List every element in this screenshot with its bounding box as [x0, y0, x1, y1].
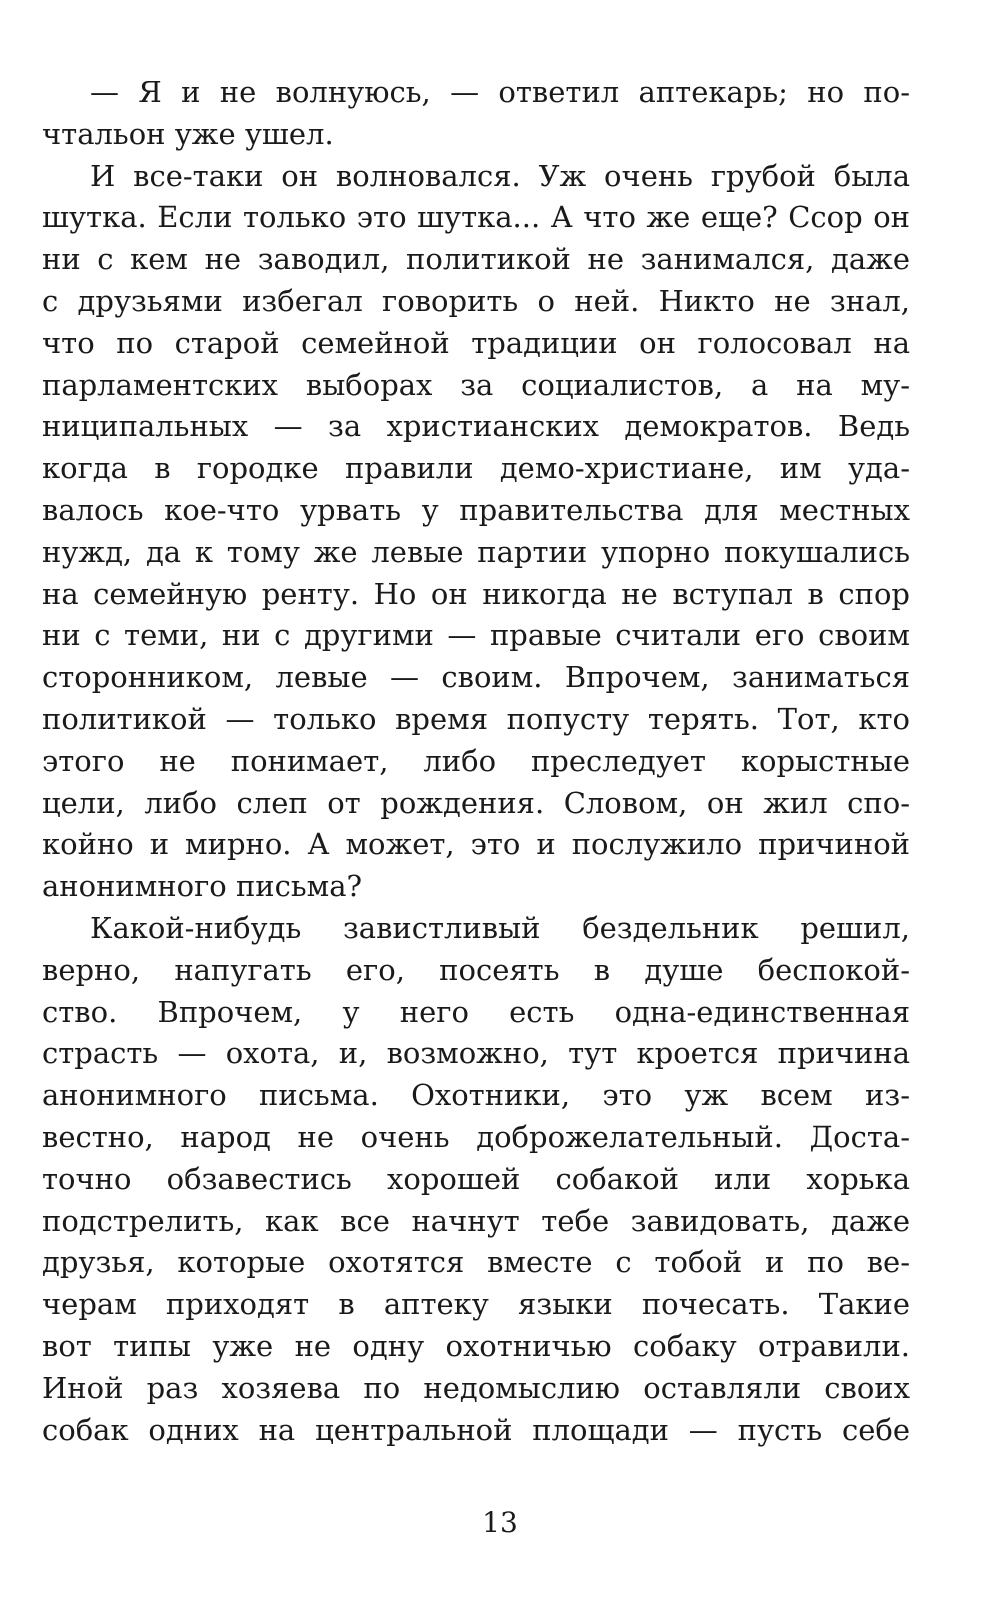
text-line: на семейную ренту. Но он никогда не вступал в спор [42, 576, 910, 611]
text-line: верно, напугать его, посеять в душе беспокой- [42, 952, 910, 987]
text-line: Какой-нибудь завистливый бездельник решил, [90, 910, 910, 945]
text-line: — Я и не волнуюсь, — ответил аптекарь; но по- [90, 75, 910, 109]
text-line: черам приходят в аптеку языки почесать. Такие [42, 1287, 910, 1322]
text-line: вестно, народ не очень доброжелательный. Доста- [42, 1119, 910, 1154]
text-line: с друзьями избегал говорить о ней. Никто не знал, [42, 283, 910, 318]
body-text [42, 72, 910, 1451]
text-line: анонимного письма. Охотники, это уж всем из- [42, 1078, 910, 1113]
text-line: друзья, которые охотятся вместе с тобой и по ве- [42, 1245, 910, 1280]
page-number: 13 [482, 1506, 518, 1539]
text-line: сторонником, левые — своим. Впрочем, заниматься [42, 660, 910, 695]
text-line: И все-таки он волновался. Уж очень грубой была [90, 158, 910, 193]
text-line: парламентских выборах за социалистов, а на му- [42, 367, 910, 402]
text-line: этого не понимает, либо преследует корыстные [42, 743, 910, 778]
text-line: точно обзавестись хорошей собакой или хорька [42, 1161, 910, 1196]
text-line: цели, либо слеп от рождения. Словом, он жил спо- [42, 785, 910, 820]
text-line: ни с кем не заводил, политикой не занимался, даже [42, 242, 910, 277]
text-line: вот типы уже не одну охотничью собаку отравили. [42, 1328, 910, 1363]
text-line: политикой — только время попусту терять. Тот, кто [42, 701, 910, 736]
text-line: ни с теми, ни с другими — правые считали его своим [42, 618, 910, 653]
text-line: собак одних на центральной площади — пусть себе [42, 1412, 910, 1447]
text-line: чтальон уже ушел. [42, 116, 334, 151]
text-line: шутка. Если только это шутка... А что же еще? Ссор он [42, 200, 910, 235]
text-line: Иной раз хозяева по недомыслию оставляли своих [42, 1370, 910, 1405]
text-line: страсть — охота, и, возможно, тут кроется причина [42, 1036, 910, 1071]
text-line: что по старой семейной традиции он голосовал на [42, 325, 910, 360]
text-line: подстрелить, как все начнут тебе завидовать, даже [42, 1203, 910, 1238]
text-line: валось кое-что урвать у правительства для местных [42, 492, 910, 527]
text-line: анонимного письма? [42, 869, 363, 904]
text-line: когда в городке правили демо-христиане, им уда- [42, 451, 910, 486]
text-line: нужд, да к тому же левые партии упорно покушались [42, 534, 910, 569]
text-line: ниципальных — за христианских демократов. Ведь [42, 409, 910, 444]
text-line: ство. Впрочем, у него есть одна-единственная [42, 994, 910, 1029]
text-line: койно и мирно. А может, это и послужило причиной [42, 827, 910, 862]
